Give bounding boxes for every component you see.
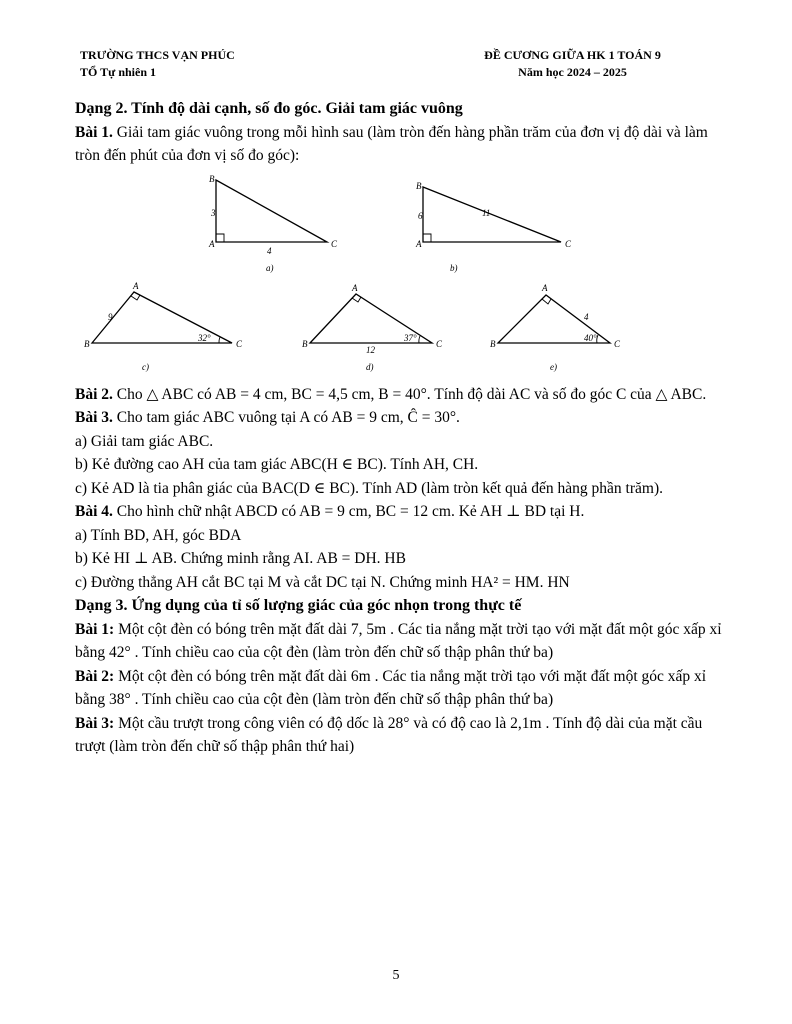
problem-2-4 <box>75 500 730 524</box>
page-number: 5 <box>392 968 400 983</box>
school-year: Năm học 2024 – 2025 <box>518 65 627 79</box>
side-label: 4 <box>584 312 589 322</box>
header-left <box>80 47 235 81</box>
problem-2-1 <box>75 121 730 168</box>
side-label: 4 <box>267 246 272 256</box>
figure-caption: b) <box>450 263 458 273</box>
triangle-figures <box>80 170 720 385</box>
angle-arc-c <box>219 337 220 343</box>
right-angle-mark-c <box>131 295 140 300</box>
document-title: ĐỀ CƯƠNG GIỮA HK 1 TOÁN 9 <box>484 48 661 62</box>
right-angle-mark-e <box>542 299 551 304</box>
figure-caption: e) <box>550 362 557 372</box>
problem-3-1 <box>75 618 730 665</box>
problem-text: Một cột đèn có bóng trên mặt đất dài 7, 5m . Các tia nắng mặt trời tạo với mặt đất một góc xấp xỉ bằng 42° . Tính chiều cao của cột đèn (làm tròn đến chữ số thập phân thứ ba) <box>75 620 722 661</box>
problem-3-2 <box>75 665 730 712</box>
angle-label: 37° <box>404 333 417 343</box>
figures-svg <box>80 170 720 385</box>
problem-text: Một cột đèn có bóng trên mặt đất dài 6m . Các tia nắng mặt trời tạo với mặt đất một góc xấp xỉ bằng 38° . Tính chiều cao của cột đèn (làm tròn đến chữ số thập phân thứ ba) <box>75 667 707 708</box>
problem-text: Cho tam giác ABC vuông tại A có AB = 9 cm, Ĉ = 30°. <box>116 409 460 426</box>
vertex-label-b: B <box>84 339 90 349</box>
side-label: 9 <box>108 312 113 322</box>
group-name: TỔ Tự nhiên 1 <box>80 65 157 79</box>
side-label: 12 <box>366 345 375 355</box>
problem-label: Bài 3: <box>75 714 115 732</box>
problem-2-3-c: c) Kẻ AD là tia phân giác của BAC(D ∈ BC). Tính AD (làm tròn kết quả đến hàng phần trăm). <box>75 479 663 497</box>
problem-label: Bài 4. <box>75 503 113 520</box>
problem-2-4-c: c) Đường thẳng AH cắt BC tại M và cắt DC tại N. Chứng minh HA² = HM. HN <box>75 573 570 591</box>
triangle-a <box>216 180 327 242</box>
problem-label: Bài 1: <box>75 620 115 638</box>
vertex-label-b: B <box>302 339 308 349</box>
vertex-label-c: C <box>565 239 572 249</box>
right-angle-mark-a <box>216 234 224 242</box>
angle-arc-d <box>419 336 420 343</box>
problem-3-3 <box>75 712 730 759</box>
vertex-label-a: A <box>209 239 215 249</box>
problem-text: Một cầu trượt trong công viên có độ dốc là 28° và có độ cao là 2,1m . Tính độ dài của mặt cầu trượt (làm tròn đến chữ số thập phân thứ hai) <box>75 714 703 755</box>
problem-label: Bài 1. <box>75 123 113 141</box>
school-name: TRƯỜNG THCS VẠN PHÚC <box>80 48 235 62</box>
right-angle-mark-b <box>423 234 431 242</box>
problem-2-4-a: a) Tính BD, AH, góc BDA <box>75 526 242 544</box>
side-label: 6 <box>418 211 423 221</box>
problem-text: Cho △ ABC có AB = 4 cm, BC = 4,5 cm, B = 40°. Tính độ dài AC và số đo góc C của △ ABC. <box>116 385 707 403</box>
problem-2-3 <box>75 406 730 430</box>
figure-caption: c) <box>142 362 149 372</box>
section-2-title: Dạng 2. Tính độ dài cạnh, số đo góc. Giải tam giác vuông <box>75 100 463 117</box>
vertex-label-b: B <box>490 339 496 349</box>
problem-text: Cho hình chữ nhật ABCD có AB = 9 cm, BC = 12 cm. Kẻ AH ⊥ BD tại H. <box>116 503 585 520</box>
vertex-label-b: B <box>209 174 215 184</box>
triangle-c <box>92 292 232 343</box>
vertex-label-b: B <box>416 181 422 191</box>
vertex-label-c: C <box>331 239 338 249</box>
vertex-label-c: C <box>236 339 243 349</box>
problem-label: Bài 3. <box>75 409 113 426</box>
figure-caption: a) <box>266 263 274 273</box>
vertex-label-c: C <box>436 339 443 349</box>
section-3-title: Dạng 3. Ứng dụng của tỉ số lượng giác của góc nhọn trong thực tế <box>75 597 522 614</box>
problem-text: Giải tam giác vuông trong mỗi hình sau (làm tròn đến hàng phần trăm của đơn vị độ dài và làm tròn đến phút của đơn vị số đo góc): <box>75 123 708 164</box>
figure-caption: d) <box>366 362 374 372</box>
triangle-b <box>423 187 561 242</box>
problem-label: Bài 2: <box>75 667 115 685</box>
side-label: 3 <box>211 208 216 218</box>
vertex-label-c: C <box>614 339 621 349</box>
angle-arc-e <box>597 335 598 343</box>
problem-2-3-b: b) Kẻ đường cao AH của tam giác ABC(H ∈ BC). Tính AH, CH. <box>75 456 479 473</box>
side-label: 11 <box>482 208 491 218</box>
angle-label: 40° <box>584 333 597 343</box>
problem-2-2 <box>75 383 730 407</box>
vertex-label-a: A <box>352 283 358 293</box>
angle-label: 32° <box>198 333 211 343</box>
problem-label: Bài 2. <box>75 385 113 403</box>
vertex-label-a: A <box>542 283 548 293</box>
header-right <box>465 47 680 81</box>
problem-2-3-a: a) Giải tam giác ABC. <box>75 432 214 450</box>
vertex-label-a: A <box>133 281 139 291</box>
vertex-label-a: A <box>416 239 422 249</box>
problem-2-4-b: b) Kẻ HI ⊥ AB. Chứng minh rằng AI. AB = DH. HB <box>75 550 406 567</box>
